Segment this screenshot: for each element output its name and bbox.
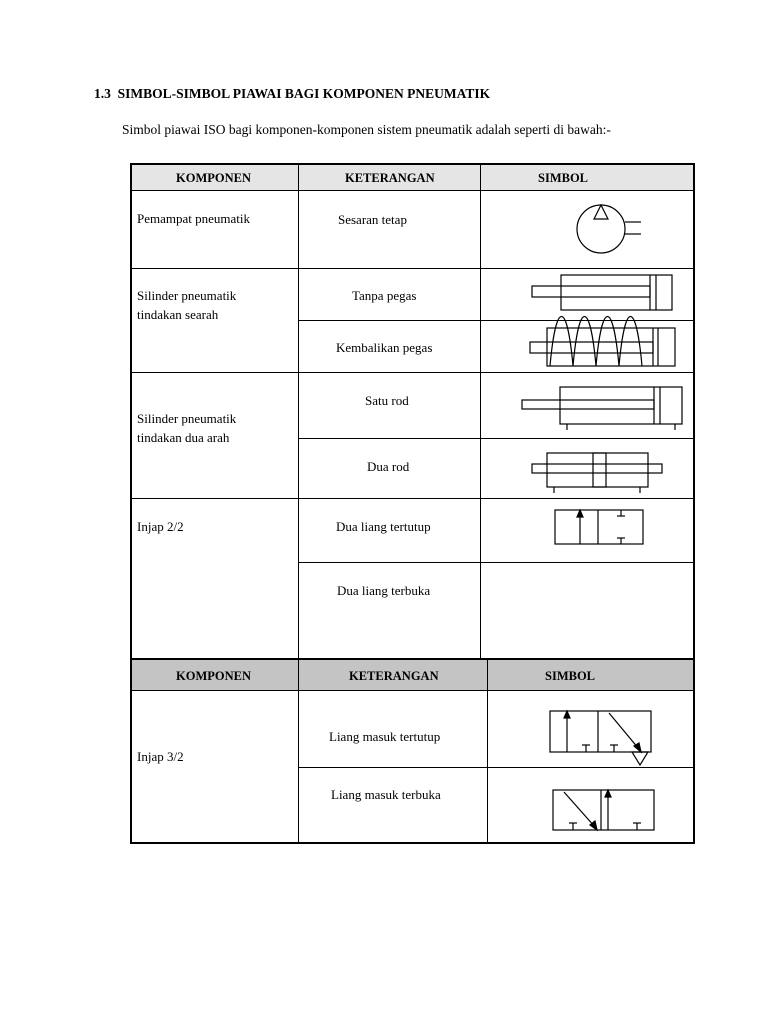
section-number: 1.3	[94, 86, 111, 101]
valve-3-2-open-symbol	[553, 790, 654, 830]
component-compressor: Pemampat pneumatik	[137, 211, 251, 226]
intro-paragraph: Simbol piawai ISO bagi komponen-komponen sistem pneumatik adalah seperti di bawah:-	[122, 122, 611, 137]
desc-inlet-closed: Liang masuk tertutup	[329, 729, 441, 744]
component-double-acting-cylinder: Silinder pneumatik tindakan dua arah	[137, 411, 237, 445]
desc-inlet-open: Liang masuk terbuka	[331, 787, 441, 802]
table1-header-komponen: KOMPONEN	[176, 171, 251, 185]
section-title: SIMBOL-SIMBOL PIAWAI BAGI KOMPONEN PNEUMATIK	[117, 86, 491, 101]
valve-2-2-closed-symbol	[555, 510, 643, 544]
component-valve-2-2: Injap 2/2	[137, 519, 184, 534]
table2-header-keterangan: KETERANGAN	[349, 669, 439, 683]
desc-single-rod: Satu rod	[365, 393, 409, 408]
double-rod-cylinder-symbol	[532, 453, 662, 493]
desc-fixed-displacement: Sesaran tetap	[338, 212, 407, 227]
desc-spring-return: Kembalikan pegas	[336, 340, 433, 355]
desc-two-port-open: Dua liang terbuka	[337, 583, 431, 598]
desc-no-spring: Tanpa pegas	[352, 288, 417, 303]
table1-header-simbol: SIMBOL	[538, 171, 589, 185]
single-rod-cylinder-symbol	[522, 387, 682, 430]
table2-header-simbol: SIMBOL	[545, 669, 596, 683]
table2-header-komponen: KOMPONEN	[176, 669, 251, 683]
valve-3-2-closed-symbol	[550, 711, 651, 765]
desc-two-port-closed: Dua liang tertutup	[336, 519, 431, 534]
single-acting-cylinder-symbol	[532, 275, 672, 310]
spring-return-cylinder-symbol	[530, 317, 675, 367]
component-single-acting-cylinder: Silinder pneumatik tindakan searah	[137, 288, 237, 322]
table1-header-keterangan: KETERANGAN	[345, 171, 435, 185]
component-valve-3-2: Injap 3/2	[137, 749, 184, 764]
desc-double-rod: Dua rod	[367, 459, 410, 474]
compressor-symbol	[577, 205, 641, 253]
